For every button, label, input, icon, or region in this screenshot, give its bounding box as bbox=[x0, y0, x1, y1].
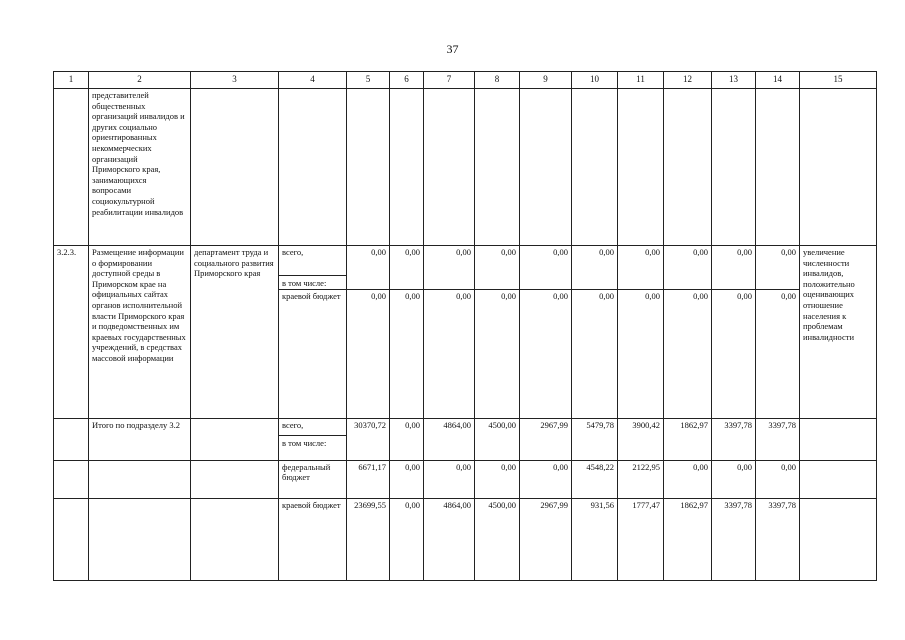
header-cell: 7 bbox=[424, 72, 475, 89]
value-cell: 0,00 bbox=[475, 289, 520, 418]
label-including: в том числе: bbox=[279, 435, 346, 449]
value-cell: 6671,17 bbox=[347, 460, 390, 498]
header-cell: 10 bbox=[572, 72, 618, 89]
header-cell: 1 bbox=[54, 72, 89, 89]
value-cell: 3397,78 bbox=[712, 418, 756, 460]
value-cell: 0,00 bbox=[424, 460, 475, 498]
value-cell: 2122,95 bbox=[618, 460, 664, 498]
value-cell: 0,00 bbox=[520, 246, 572, 290]
measure-description: Размещение информации о формировании доступной среды в Приморском крае на официальных сайтах органов исполнительной власти Приморского края и подведомственных им краевых государственных учреждений, в средствах массовой информации bbox=[89, 246, 191, 419]
value-cell: 4864,00 bbox=[424, 418, 475, 460]
value-cell: 0,00 bbox=[390, 498, 424, 580]
value-cell: 4864,00 bbox=[424, 498, 475, 580]
header-cell: 13 bbox=[712, 72, 756, 89]
value-cell: 3397,78 bbox=[756, 418, 800, 460]
expected-result: увеличение численности инвалидов, положительно оценивающих отношение населения к проблемам инвалидности bbox=[800, 246, 877, 419]
value-cell: 23699,55 bbox=[347, 498, 390, 580]
value-cell: 931,56 bbox=[572, 498, 618, 580]
value-cell: 0,00 bbox=[347, 289, 390, 418]
value-cell: 4500,00 bbox=[475, 498, 520, 580]
value-cell: 0,00 bbox=[712, 246, 756, 290]
table-row bbox=[54, 246, 877, 290]
subtotal-row bbox=[54, 418, 877, 460]
header-cell: 12 bbox=[664, 72, 712, 89]
value-cell: 0,00 bbox=[572, 289, 618, 418]
header-cell: 5 bbox=[347, 72, 390, 89]
header-row bbox=[54, 72, 877, 89]
header-cell: 11 bbox=[618, 72, 664, 89]
subtotal-row bbox=[54, 460, 877, 498]
value-cell: 1862,97 bbox=[664, 418, 712, 460]
value-cell: 2967,99 bbox=[520, 418, 572, 460]
value-cell: 0,00 bbox=[390, 460, 424, 498]
funding-label-cell bbox=[279, 246, 347, 290]
value-cell: 0,00 bbox=[664, 460, 712, 498]
value-cell: 4548,22 bbox=[572, 460, 618, 498]
value-cell: 0,00 bbox=[390, 246, 424, 290]
value-cell: 0,00 bbox=[756, 460, 800, 498]
header-cell: 15 bbox=[800, 72, 877, 89]
value-cell: 0,00 bbox=[664, 246, 712, 290]
label-federal: федеральный бюджет bbox=[279, 460, 347, 498]
value-cell: 0,00 bbox=[390, 289, 424, 418]
page-number: 37 bbox=[446, 42, 459, 56]
value-cell: 0,00 bbox=[475, 246, 520, 290]
budget-table bbox=[53, 71, 877, 581]
value-cell: 0,00 bbox=[756, 246, 800, 290]
header-cell: 9 bbox=[520, 72, 572, 89]
value-cell: 0,00 bbox=[712, 460, 756, 498]
header-cell: 3 bbox=[191, 72, 279, 89]
header-cell: 6 bbox=[390, 72, 424, 89]
executor: департамент труда и социального развития Приморского края bbox=[191, 246, 279, 419]
value-cell: 0,00 bbox=[424, 246, 475, 290]
value-cell: 3397,78 bbox=[712, 498, 756, 580]
label-total: всего, bbox=[282, 419, 304, 430]
value-cell: 0,00 bbox=[756, 289, 800, 418]
value-cell: 0,00 bbox=[520, 460, 572, 498]
value-cell: 0,00 bbox=[347, 246, 390, 290]
subtotal-row bbox=[54, 498, 877, 580]
value-cell: 0,00 bbox=[712, 289, 756, 418]
value-cell: 2967,99 bbox=[520, 498, 572, 580]
value-cell: 3397,78 bbox=[756, 498, 800, 580]
value-cell: 0,00 bbox=[664, 289, 712, 418]
value-cell: 0,00 bbox=[572, 246, 618, 290]
header-cell: 8 bbox=[475, 72, 520, 89]
label-total: всего, bbox=[282, 247, 304, 257]
funding-label-cell bbox=[279, 418, 347, 460]
label-regional: краевой бюджет bbox=[279, 498, 347, 580]
value-cell: 4500,00 bbox=[475, 418, 520, 460]
value-cell: 0,00 bbox=[618, 246, 664, 290]
row-number: 3.2.3. bbox=[54, 246, 89, 419]
header-cell: 4 bbox=[279, 72, 347, 89]
value-cell: 0,00 bbox=[520, 289, 572, 418]
value-cell: 1777,47 bbox=[618, 498, 664, 580]
label-including: в том числе: bbox=[279, 275, 346, 289]
value-cell: 0,00 bbox=[618, 289, 664, 418]
subtotal-title: Итого по подразделу 3.2 bbox=[89, 418, 191, 460]
label-regional: краевой бюджет bbox=[279, 289, 347, 418]
value-cell: 3900,42 bbox=[618, 418, 664, 460]
table-row bbox=[54, 89, 877, 246]
value-cell: 0,00 bbox=[390, 418, 424, 460]
header-cell: 14 bbox=[756, 72, 800, 89]
value-cell: 5479,78 bbox=[572, 418, 618, 460]
value-cell: 0,00 bbox=[424, 289, 475, 418]
continued-description: представителей общественных организаций инвалидов и других социально ориентированных некоммерческих организаций Приморского края, занимающихся вопросами социокультурной реабилитации инвалидов bbox=[89, 89, 191, 246]
value-cell: 30370,72 bbox=[347, 418, 390, 460]
value-cell: 1862,97 bbox=[664, 498, 712, 580]
header-cell: 2 bbox=[89, 72, 191, 89]
value-cell: 0,00 bbox=[475, 460, 520, 498]
